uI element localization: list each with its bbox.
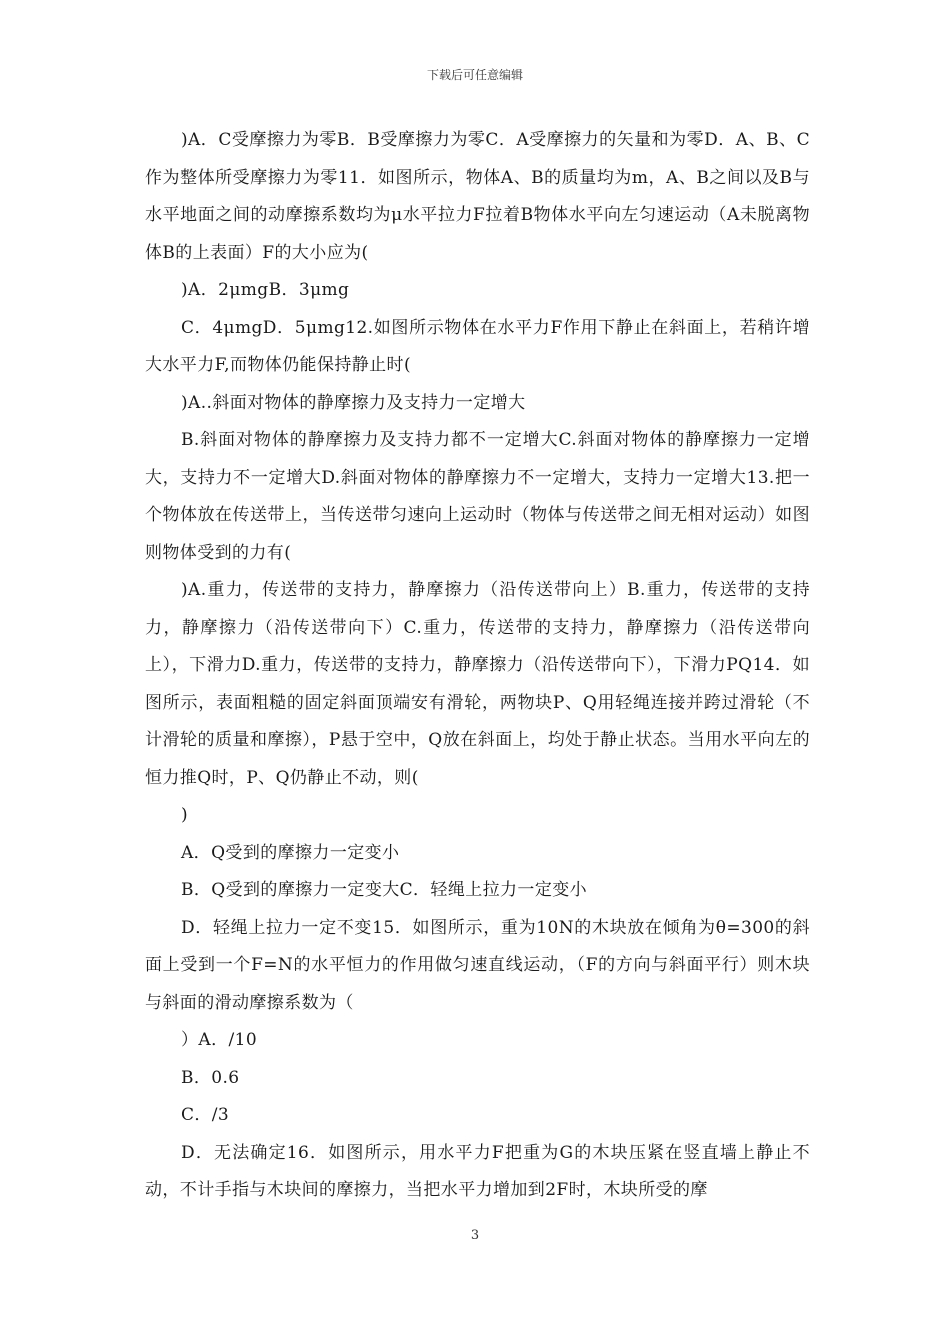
paragraph: D．轻绳上拉力一定不变15．如图所示，重为10N的木块放在倾角为θ=300的斜面上受到一个F=N的水平恒力的作用做匀速直线运动，（F的方向与斜面平行）则木块与斜面的滑动摩擦系数为（ xyxy=(145,917,810,1013)
page-header: 下载后可任意编辑 xyxy=(426,68,523,82)
paragraph: )A．2μmgB．3μmg xyxy=(181,280,350,300)
paragraph: )A..斜面对物体的静摩擦力及支持力一定增大 xyxy=(181,392,526,413)
document-body xyxy=(145,122,810,1210)
paragraph: B.斜面对物体的静摩擦力及支持力都不一定增大C.斜面对物体的静摩擦力一定增大，支持力不一定增大D.斜面对物体的静摩擦力不一定增大，支持力一定增大13.把一个物体放在传送带上，当传送带匀速向上运动时（物体与传送带之间无相对运动）如图则物体受到的力有( xyxy=(145,430,810,563)
paragraph: C．4μmgD．5μmg12.如图所示物体在水平力F作用下静止在斜面上，若稍许增大水平力F,而物体仍能保持静止时( xyxy=(145,317,810,375)
paragraph: A．Q受到的摩擦力一定变小 xyxy=(181,842,400,863)
paragraph: B．Q受到的摩擦力一定变大C．轻绳上拉力一定变小 xyxy=(181,880,588,900)
paragraph: )A.重力，传送带的支持力，静摩擦力（沿传送带向上）B.重力，传送带的支持力，静摩擦力（沿传送带向下）C.重力，传送带的支持力，静摩擦力（沿传送带向上），下滑力D.重力，传送带的支持力，静摩擦力（沿传送带向下），下滑力PQ14．如图所示，表面粗糙的固定斜面顶端安有滑轮，两物块P、Q用轻绳连接并跨过滑轮（不计滑轮的质量和摩擦），P悬于空中，Q放在斜面上，均处于静止状态。当用水平向左的恒力推Q时，P、Q仍静止不动，则( xyxy=(145,580,810,788)
paragraph: ）A．/10 xyxy=(181,1030,258,1050)
page-number: 3 xyxy=(470,1228,480,1243)
paragraph: C．/3 xyxy=(181,1105,230,1125)
paragraph: D．无法确定16．如图所示，用水平力F把重为G的木块压紧在竖直墙上静止不动，不计手指与木块间的摩擦力，当把水平力增加到2F时，木块所受的摩 xyxy=(145,1142,810,1200)
paragraph: )A．C受摩擦力为零B．B受摩擦力为零C．A受摩擦力的矢量和为零D．A、B、C作为整体所受摩擦力为零11．如图所示，物体A、B的质量均为m，A、B之间以及B与水平地面之间的动摩擦系数均为μ水平拉力F拉着B物体水平向左匀速运动（A未脱离物体B的上表面）F的大小应为( xyxy=(145,130,810,263)
paragraph: ) xyxy=(181,805,189,825)
paragraph: B．0.6 xyxy=(181,1067,240,1088)
